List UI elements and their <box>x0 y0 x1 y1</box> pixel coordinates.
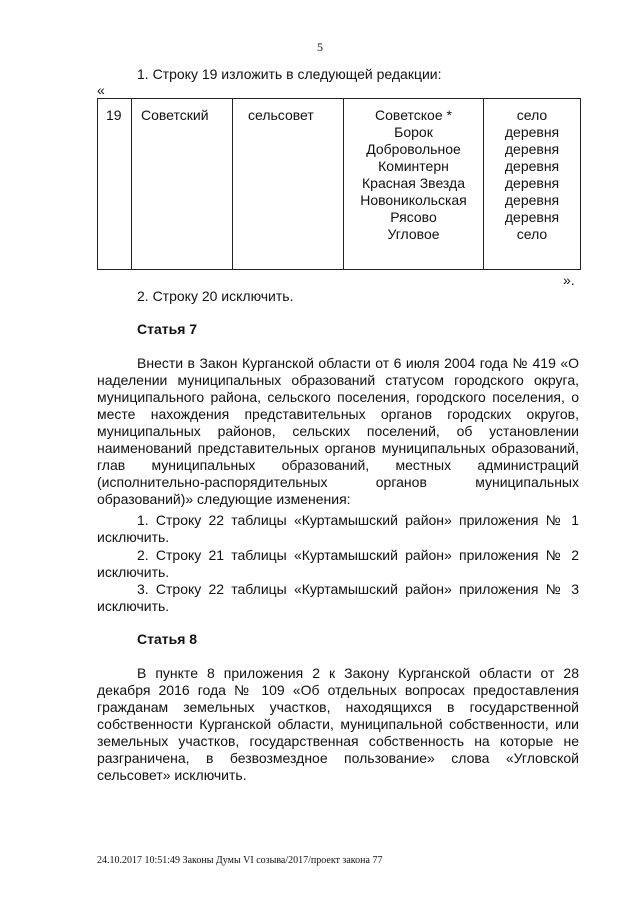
settlements-table <box>97 98 581 270</box>
table-divider <box>232 99 233 269</box>
close-quote: ». <box>563 272 575 288</box>
settlement-name: Красная Звезда <box>362 175 465 191</box>
table-divider <box>131 99 132 269</box>
settlement-name: Угловое <box>387 226 440 242</box>
row-number-cell: 19 <box>106 107 122 123</box>
settlement-kind: село <box>516 226 548 242</box>
type-cell: сельсовет <box>248 107 314 123</box>
settlement-name: Добровольное <box>366 141 461 157</box>
settlement-kind: деревня <box>504 175 560 191</box>
article-7-item-3: 3. Строку 22 таблицы «Куртамышский район» приложения № 3 исключить. <box>97 581 579 614</box>
kinds-cell <box>484 107 580 243</box>
settlement-name: Новоникольская <box>360 192 467 208</box>
settlements-cell <box>344 107 483 243</box>
settlement-kind: деревня <box>504 158 560 174</box>
open-quote: « <box>97 82 105 98</box>
settlement-kind: село <box>516 107 548 123</box>
district-cell: Советский <box>141 107 209 123</box>
item-2: 2. Строку 20 исключить. <box>137 288 294 304</box>
intro-line: 1. Строку 19 изложить в следующей редакции: <box>137 66 442 82</box>
settlement-name: Советское * <box>375 107 452 123</box>
page-number: 5 <box>317 40 323 54</box>
article-7-item-1: 1. Строку 22 таблицы «Куртамышский район» приложения № 1 исключить. <box>97 512 579 545</box>
settlement-kind: деревня <box>504 209 560 225</box>
settlement-name: Борок <box>394 124 433 140</box>
footer: 24.10.2017 10:51:49 Законы Думы VI созыва/2017/проект закона 77 <box>97 855 383 866</box>
article-8-heading: Статья 8 <box>137 631 198 647</box>
settlement-kind: деревня <box>504 124 560 140</box>
settlement-name: Коминтерн <box>378 158 449 174</box>
settlement-name: Рясово <box>390 209 437 225</box>
article-7-body: Внести в Закон Курганской области от 6 июля 2004 года № 419 «О наделении муниципальных образований статусом городского округа, муниципального района, сельского поселения, городского поселения, о месте нахождения представительных органов городских округов, муниципальных районов, сельских поселений, об установлении наименований представительных органов муниципальных образований, глав муниципальных образований, местных администраций (исполнительно-распорядительных органов муниципальных образований)» следующие изменения: <box>97 355 579 507</box>
settlement-kind: деревня <box>504 141 560 157</box>
article-7-item-2: 2. Строку 21 таблицы «Куртамышский район» приложения № 2 исключить. <box>97 547 579 580</box>
article-7-heading: Статья 7 <box>137 321 198 337</box>
article-8-body: В пункте 8 приложения 2 к Закону Курганской области от 28 декабря 2016 года № 109 «Об отдельных вопросах предоставления гражданам земельных участков, находящихся в государственной собственности Курганской области, муниципальной собственности, или земельных участков, государственная собственность на которые не разграничена, в безвозмездное пользование» слова «Угловской сельсовет» исключить. <box>97 665 579 783</box>
settlement-kind: деревня <box>504 192 560 208</box>
